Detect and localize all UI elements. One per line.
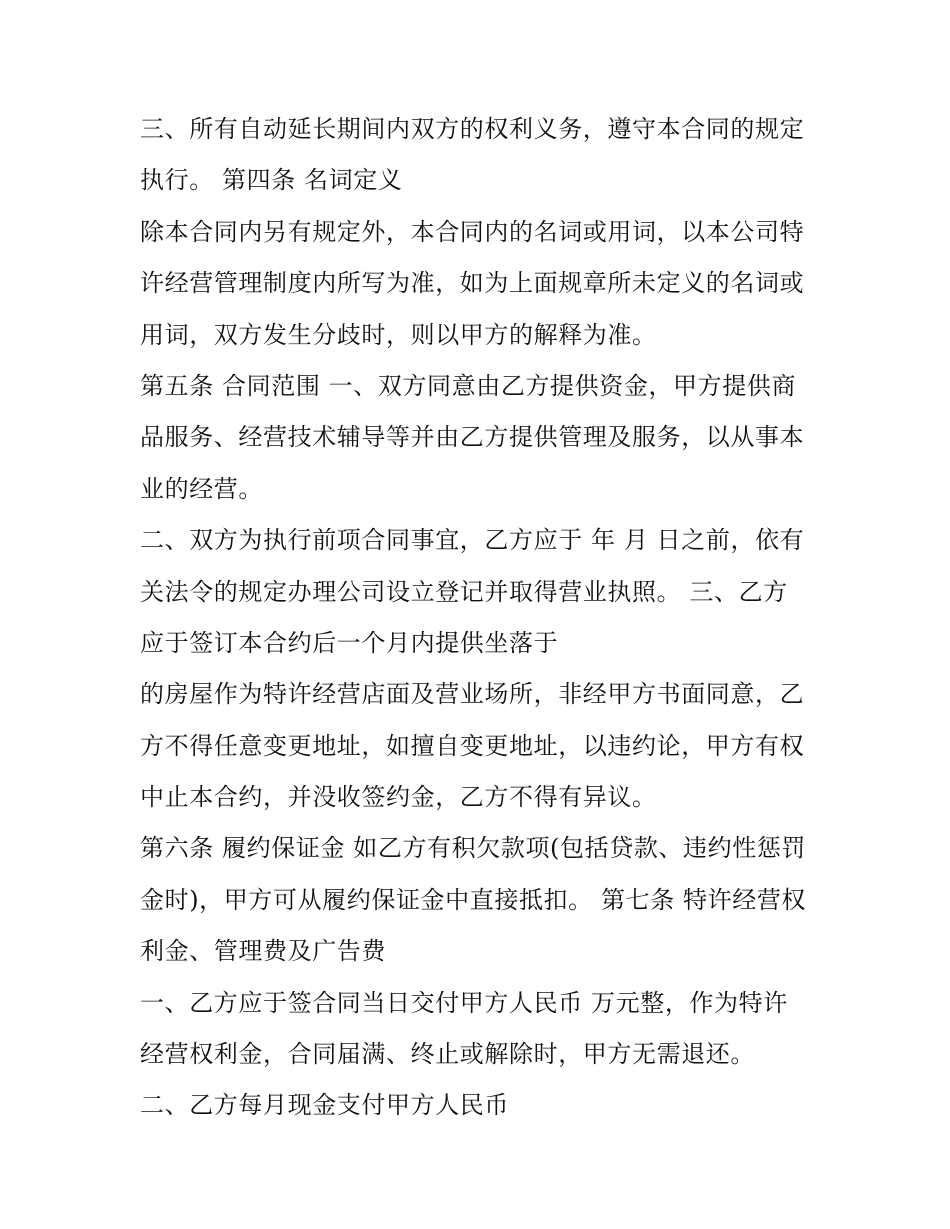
text-line: 应于签订本合约后一个月内提供坐落于: [140, 628, 559, 657]
text-line: 一、乙方应于签合同当日交付甲方人民币 万元整，作为特许: [140, 988, 788, 1017]
text-line: 第五条 合同范围 一、双方同意由乙方提供资金，甲方提供商: [140, 371, 797, 400]
text-line: 除本合同内另有规定外，本合同内的名词或用词，以本公司特: [140, 217, 805, 246]
text-line: 业的经营。: [140, 474, 263, 503]
text-line: 执行。 第四条 名词定义: [140, 166, 403, 195]
text-line: 三、所有自动延长期间内双方的权利义务，遵守本合同的规定: [140, 115, 805, 143]
text-line: 的房屋作为特许经营店面及营业场所，非经甲方书面同意，乙: [140, 680, 805, 709]
text-line: 方不得任意变更地址，如擅自变更地址，以违约论，甲方有权: [140, 731, 805, 760]
text-line: 经营权利金，合同届满、终止或解除时，甲方无需退还。: [140, 1040, 755, 1069]
text-line: 中止本合约，并没收签约金，乙方不得有异议。: [140, 783, 657, 812]
text-line: 许经营管理制度内所写为准，如为上面规章所未定义的名词或: [140, 269, 805, 298]
text-line: 第六条 履约保证金 如乙方有积欠款项(包括贷款、违约性惩罚: [140, 834, 807, 863]
document-body: [140, 104, 830, 1132]
text-line: 二、双方为执行前项合同事宜，乙方应于 年 月 日之前，依有: [140, 526, 805, 555]
text-line: 品服务、经营技术辅导等并由乙方提供管理及服务，以从事本: [140, 423, 805, 452]
text-line: 关法令的规定办理公司设立登记并取得营业执照。 三、乙方: [140, 577, 788, 606]
text-line: 用词，双方发生分歧时，则以甲方的解释为准。: [140, 320, 657, 349]
text-line: 二、乙方每月现金支付甲方人民币: [140, 1091, 509, 1120]
text-line: 利金、管理费及广告费: [140, 937, 386, 966]
text-line: 金时)，甲方可从履约保证金中直接抵扣。 第七条 特许经营权: [140, 885, 807, 914]
